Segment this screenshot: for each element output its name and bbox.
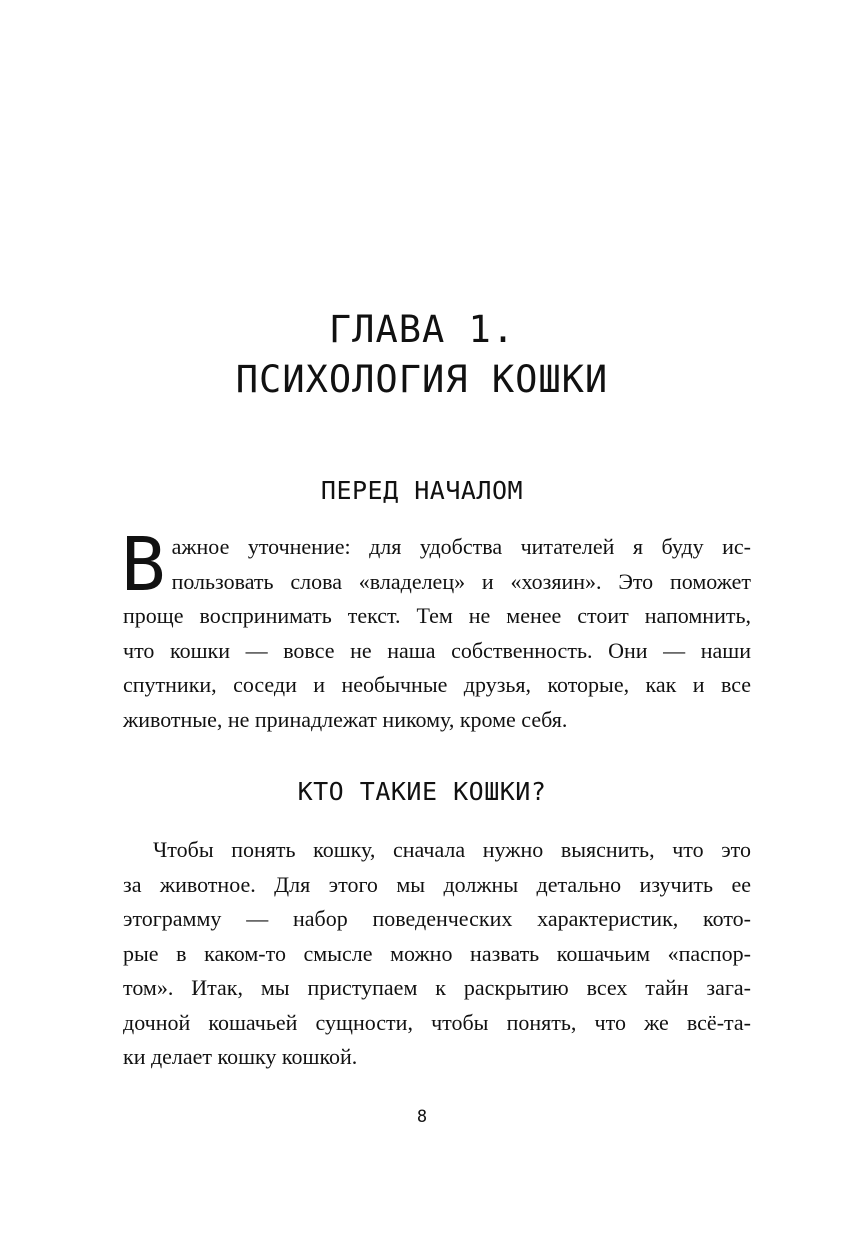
paragraph-what-are-cats [123,833,751,1075]
text-line: том». Итак, мы приступаем к раскрытию всех тайн зага- [123,975,751,1000]
paragraph-before-start [121,522,751,737]
text-line: рые в каком-то смысле можно назвать кошачьим «паспор- [123,940,751,966]
text-line: этограмму — набор поведенческих характеристик, кото- [123,906,751,931]
chapter-title-line-2: ПСИХОЛОГИЯ КОШКИ [235,358,609,401]
text-line: пользовать слова «владелец» и «хозяин». Это поможет [171,568,751,594]
section-heading-before-start: ПЕРЕД НАЧАЛОМ [320,476,524,505]
text-line: проще воспринимать текст. Тем не менее стоит напомнить, [123,603,751,628]
section-heading-what-are-cats: КТО ТАКИЕ КОШКИ? [297,777,547,806]
text-line: Чтобы понять кошку, сначала нужно выяснить, что это [153,837,751,862]
text-line: что кошки — вовсе не наша собственность. Они — наши [123,637,751,663]
page-number: 8 [416,1107,428,1127]
text-line: спутники, соседи и необычные друзья, которые, как и все [123,672,751,697]
drop-cap: В [121,522,166,608]
text-line: за животное. Для этого мы должны детально изучить ее [123,871,751,897]
chapter-title [0,305,844,405]
chapter-title-line-1: ГЛАВА 1. [328,308,516,351]
text-line: ажное уточнение: для удобства читателей я буду ис- [171,534,751,559]
text-line: животные, не принадлежат никому, кроме себя. [123,706,568,732]
text-line: ки делает кошку кошкой. [123,1044,358,1069]
text-line: дочной кошачьей сущности, чтобы понять, что же всё-та- [123,1009,751,1035]
